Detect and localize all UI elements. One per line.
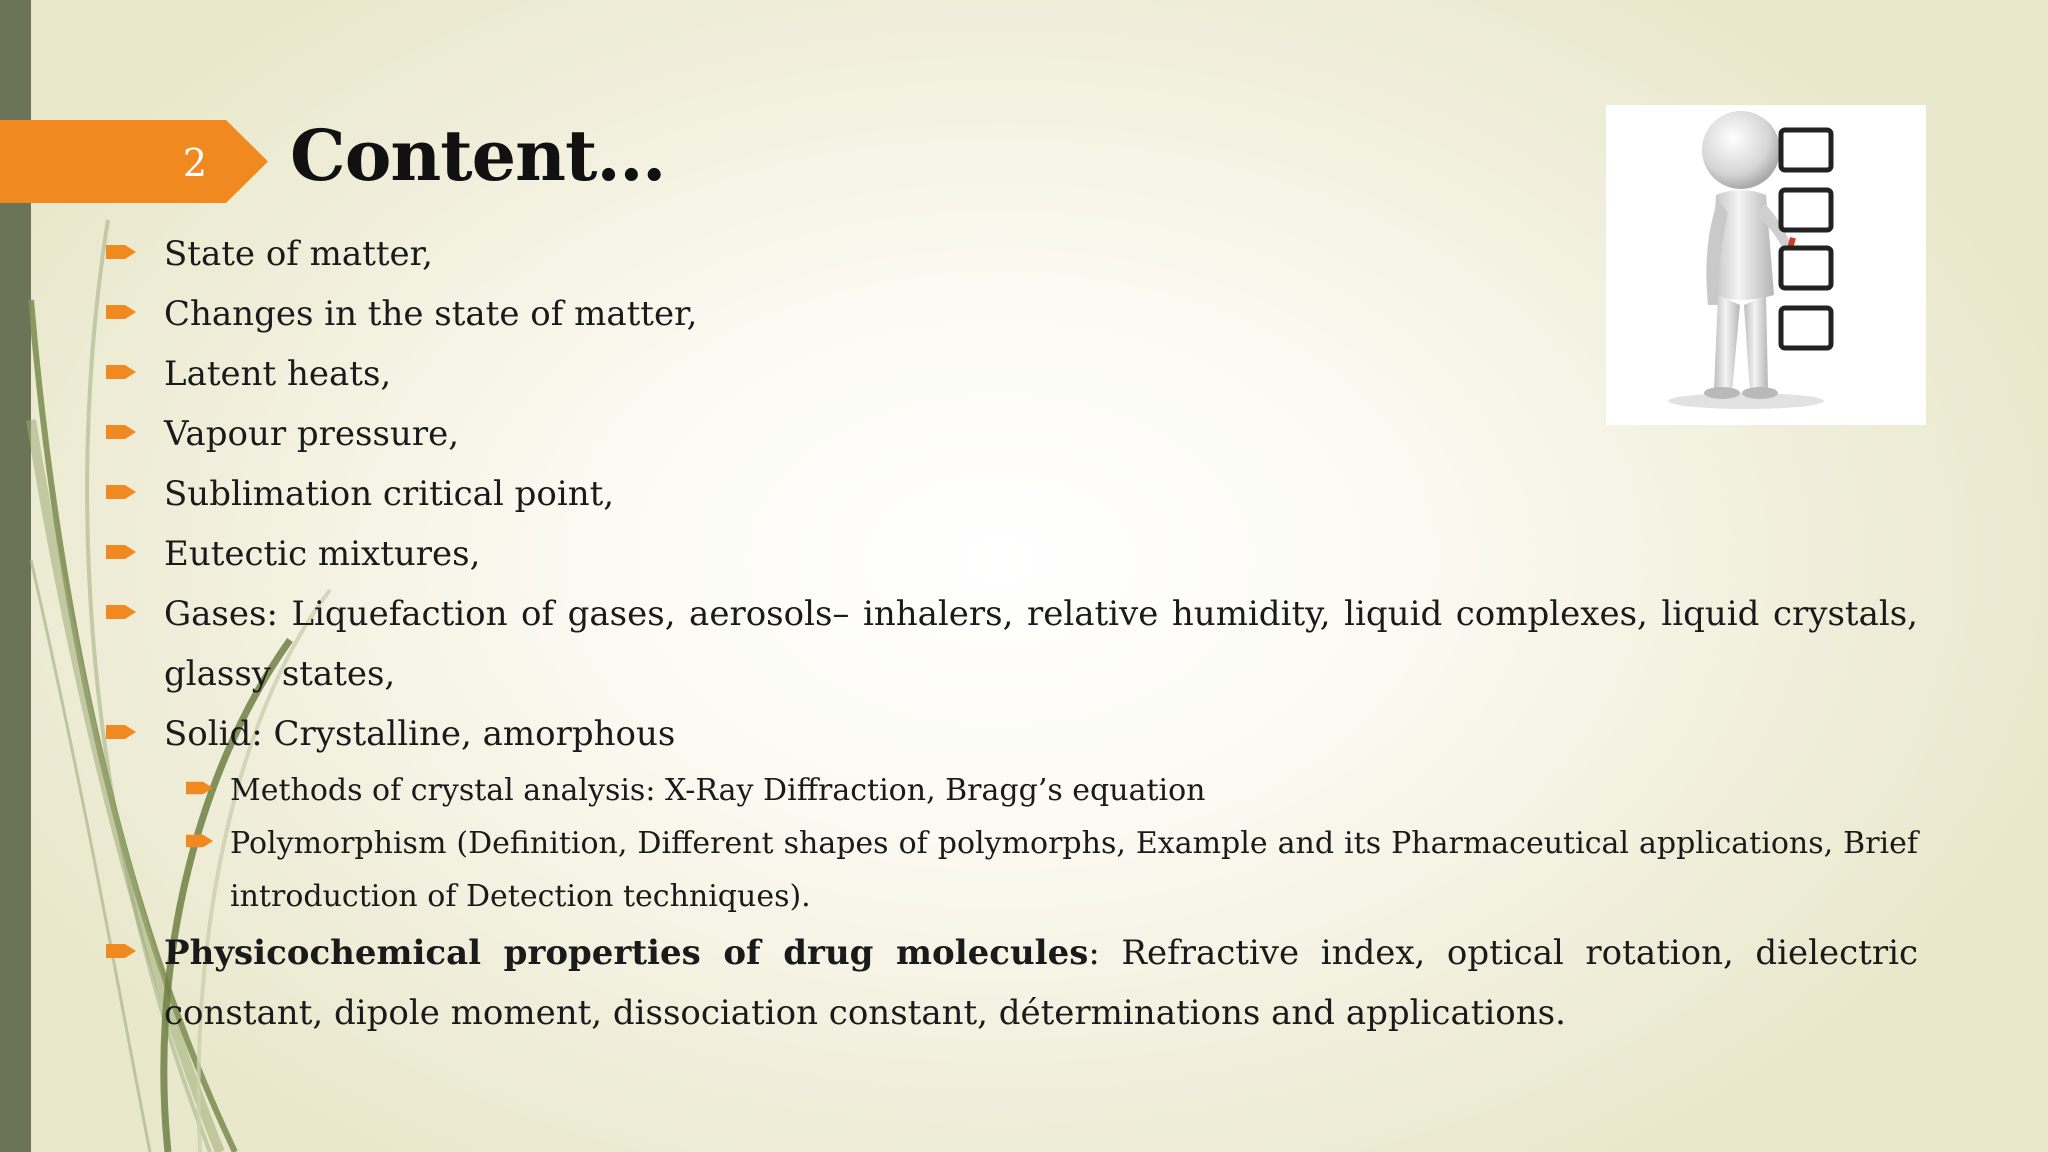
slide-number-badge [0,120,268,203]
list-item [106,284,1918,344]
list-item [106,224,1918,284]
list-item-text: Solid: Crystalline, amorphous [164,714,676,754]
list-item-text: Vapour pressure, [164,414,460,454]
list-item-text: Eutectic mixtures, [164,534,481,574]
list-item-text: Latent heats, [164,354,392,394]
list-item-text: Gases: Liquefaction of gases, aerosols– inhalers, relative humidity, liquid complexes, liquid crystals, glassy states, [164,594,1918,694]
list-item [106,404,1918,464]
checkbox-icon [1781,130,1831,170]
sub-list-item [106,764,1918,817]
arrow-bullet-icon [106,941,136,961]
badge-arrow [0,120,268,203]
list-item [106,524,1918,584]
sub-list-item [106,817,1918,923]
list-item-text: Sublimation critical point, [164,474,615,514]
list-item-bold-heading: Physicochemical properties of drug molecules [164,933,1089,973]
sub-list-item-text: Polymorphism (Definition, Different shapes of polymorphs, Example and its Pharmaceutical applications, Brief introduction of Detection techniques). [230,826,1918,914]
list-item [106,344,1918,404]
sub-list-item-text: Methods of crystal analysis: X-Ray Diffraction, Bragg’s equation [230,773,1206,808]
content-list [106,224,1918,1043]
list-item [106,923,1918,1043]
arrow-bullet-icon [186,779,213,797]
list-item [106,584,1918,704]
arrow-bullet-icon [106,542,136,562]
list-item [106,464,1918,524]
arrow-bullet-icon [106,482,136,502]
slide-number: 2 [182,141,208,185]
list-item-text: Changes in the state of matter, [164,294,698,334]
arrow-bullet-icon [106,302,136,322]
list-item-text: State of matter, [164,234,433,274]
slide-title: Content… [290,114,666,197]
arrow-bullet-icon [106,242,136,262]
badge-arrow-shape [0,120,268,203]
list-item [106,704,1918,764]
arrow-bullet-icon [106,602,136,622]
list-item-text: : Refractive index, optical rotation, dielectric constant, dipole moment, dissociation constant, déterminations and applications. [164,933,1919,1033]
arrow-bullet-icon [106,722,136,742]
arrow-bullet-icon [106,362,136,382]
arrow-bullet-icon [186,832,213,850]
arrow-bullet-icon [106,422,136,442]
